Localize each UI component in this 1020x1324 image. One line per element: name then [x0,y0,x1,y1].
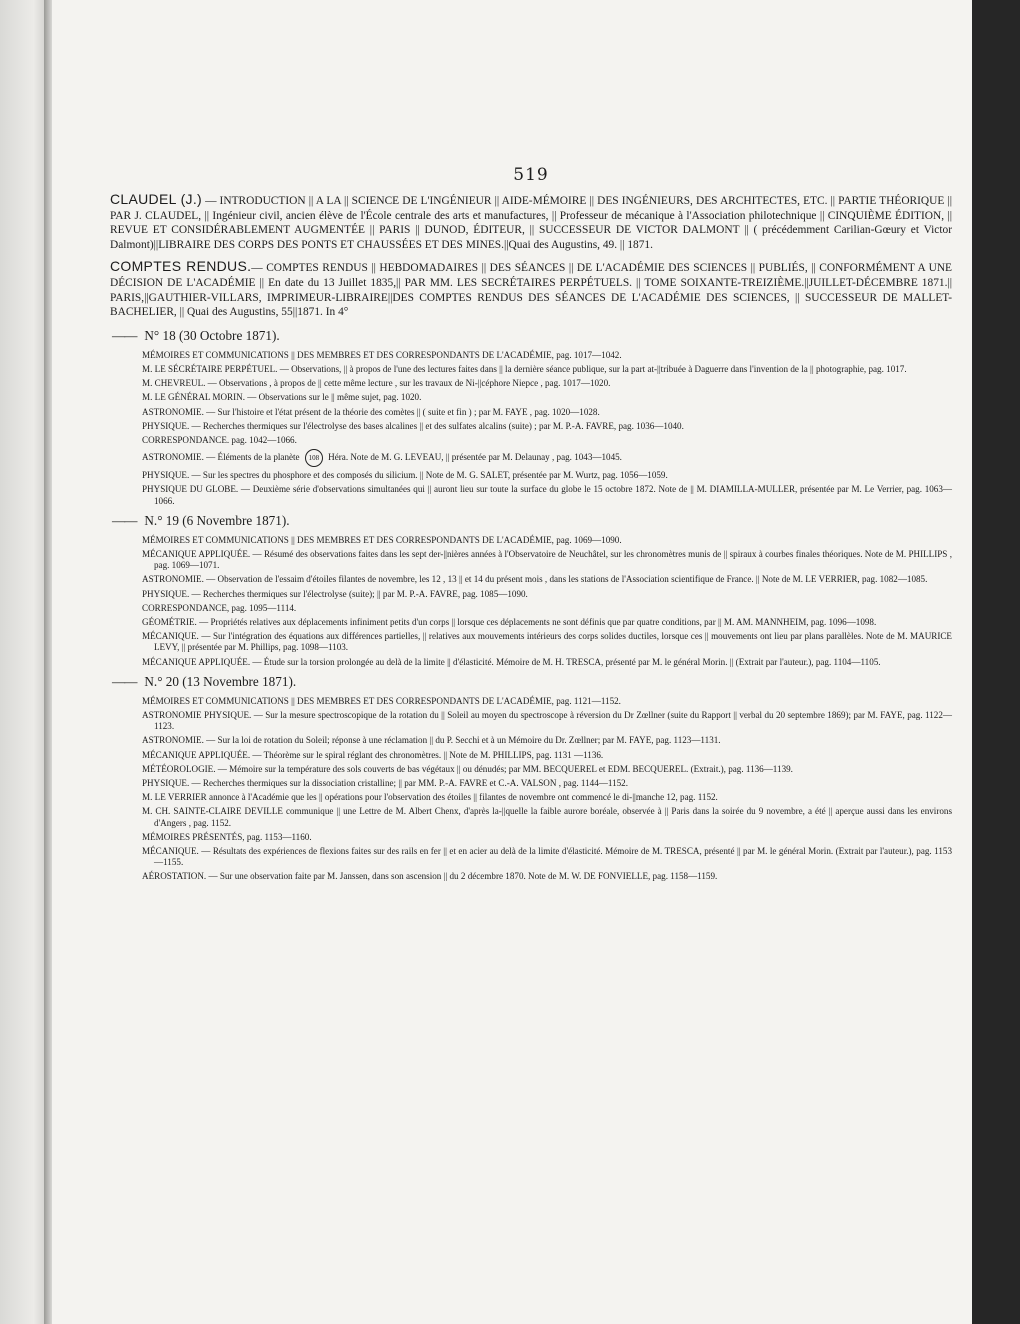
issue-items [142,350,952,507]
issue-section [110,513,952,668]
bibliographic-entry [110,260,952,319]
list-item: MÉTÉOROLOGIE. — Mémoire sur la température des sols couverts de bas végétaux || ou dénudés; par MM. BECQUEREL et EDM. BECQUEREL. (Extrait.), pag. 1136—1139. [142,763,793,774]
issue-items [142,535,952,668]
list-item: PHYSIQUE. — Recherches thermiques sur la dissociation cristalline; || par MM. P.-A. FAVRE et C.-A. VALSON , pag. 1144—1152. [142,778,628,789]
list-item: MÉMOIRES ET COMMUNICATIONS || DES MEMBRES ET DES CORRESPONDANTS DE L'ACADÉMIE, pag. 1121—1152. [142,695,621,706]
issue-header [112,328,952,344]
list-item: PHYSIQUE. — Recherches thermiques sur l'électrolyse (suite); || par M. P.-A. FAVRE, pag. 1085—1090. [142,588,528,599]
issue-section [110,674,952,883]
entry-author: CLAUDEL (J.) [110,191,202,207]
list-item: M. LE SÉCRÉTAIRE PERPÉTUEL. — Observations, || à propos de l'une des lectures faites dans || la dernière séance publique, sur la part at-||tribuée à Daguerre dans l'invention de la || photographie, pag. 1017. [142,363,907,374]
item-text: ASTRONOMIE. — Éléments de la planète [142,452,302,463]
list-item: ASTRONOMIE. — Sur la loi de rotation du Soleil; réponse à une réclamation || du P. Secchi et à un Mémoire du Dr. Zœllner; par M. FAYE, pag. 1123—1131. [142,735,721,746]
entry-author: COMPTES RENDUS. [110,258,252,275]
list-item: MÉCANIQUE APPLIQUÉE. — Étude sur la torsion prolongée au delà de la limite || d'élasticité. Mémoire de M. H. TRESCA, présenté par M. le général Morin. || (Extrait par l'auteur.), pag. 1104—1105. [142,656,881,667]
issue-title: N.° 20 (13 Novembre 1871). [144,673,297,689]
list-item: M. CHEVREUL. — Observations , à propos de || cette même lecture , sur les travaux de Ni-||céphore Niepce , pag. 1017—1020. [142,378,611,389]
list-item: M. LE GÉNÉRAL MORIN. — Observations sur le || même sujet, pag. 1020. [142,392,422,403]
page-content [110,165,952,886]
list-item: MÉCANIQUE. — Sur l'intégration des équations aux différences partielles, || relatives aux mouvements intérieurs des corps solides ductiles, lorsque ces || mouvements ont lieu par plans parallèles. Note de M. MAURICE LEVY, || présentée par M. Phillips, pag. 1098—1103. [142,631,952,653]
bibliographic-entry [110,193,952,252]
list-item: PHYSIQUE. — Sur les spectres du phosphore et des composés du silicium. || Note de M. G. SALET, présentée par M. Wurtz, pag. 1056—1059. [142,470,668,481]
entry-text: — INTRODUCTION || A LA || SCIENCE DE L'INGÉNIEUR || AIDE-MÉMOIRE || DES INGÉNIEURS, DES ARCHITECTES, ETC. || PARTIE THÉORIQUE || PAR J. CLAUDEL, || Ingénieur civil, ancien élève de l'École centrale des arts et manufactures, || Professeur de mécanique à l'Association philotechnique || CINQUIÈME ÉDITION, || REVUE ET CONSIDÉRABLEMENT AUGMENTÉE || PARIS || DUNOD, ÉDITEUR, || SUCCESSEUR DE VICTOR DALMONT || ( précédemment Carilian-Gœury et Victor Dalmont)||LIBRAIRE DES CORPS DES PONTS ET CHAUSSÉES ET DES MINES.||Quai des Augustins, 49. || 1871. [110,195,952,251]
issue-title: N.° 19 (6 Novembre 1871). [144,512,290,528]
dash-rule: —— [112,327,137,343]
planet-symbol-icon: 108 [305,449,323,467]
item-text: Héra. Note de M. G. LEVEAU, || présentée par M. Delaunay , pag. 1043—1045. [325,452,622,463]
dash-rule: —— [112,673,137,689]
dash-rule: —— [112,512,137,528]
list-item: MÉMOIRES ET COMMUNICATIONS || DES MEMBRES ET DES CORRESPONDANTS DE L'ACADÉMIE, pag. 1069—1090. [142,534,622,545]
list-item: M. LE VERRIER annonce à l'Académie que les || opérations pour l'observation des étoiles || filantes de novembre ont commencé le di-||manche 12, pag. 1152. [142,792,718,803]
list-item: ASTRONOMIE. — Sur l'histoire et l'état présent de la théorie des comètes || ( suite et fin ) ; par M. FAYE , pag. 1020—1028. [142,406,600,417]
list-item: MÉCANIQUE. — Résultats des expériences de flexions faites sur des rails en fer || et en acier au delà de la limite d'élasticité. Mémoire de M. TRESCA, présenté || par M. le général Morin. (Extrait par l'auteur.), pag. 1153 —1155. [142,846,952,868]
list-item: MÉCANIQUE APPLIQUÉE. — Résumé des observations faites dans les sept der-||nières années à l'Observatoire de Neuchâtel, sur les chronomètres munis de || spiraux à courbes finales théoriques. Note de M. PHILLIPS , pag. 1069—1071. [142,548,952,571]
left-page-edge [0,0,48,1324]
list-item [142,449,952,467]
issue-items [142,696,952,883]
issue-title: N° 18 (30 Octobre 1871). [144,327,280,343]
issue-section [110,328,952,507]
list-item: GÉOMÉTRIE. — Propriétés relatives aux déplacements infiniment petits d'un corps || lorsque ces déplacements ne sont définis que par quatre conditions, par || M. AM. MANNHEIM, pag. 1096—1098. [142,617,877,627]
list-item: M. CH. SAINTE-CLAIRE DEVILLE communique || une Lettre de M. Albert Chenx, d'après la-||quelle la faible aurore boréale, observée à || Paris dans la soirée du 9 novembre, a été || aperçue aussi dans les environs d'Angers , pag. 1152. [142,806,952,828]
page-number: 519 [513,165,549,185]
entry-text: — COMPTES RENDUS || HEBDOMADAIRES || DES SÉANCES || DE L'ACADÉMIE DES SCIENCES || PUBLIÉS, || CONFORMÉMENT A UNE DÉCISION DE L'ACADÉMIE || En date du 13 Juillet 1835,|| PAR MM. LES SECRÉTAIRES PERPÉTUELS. || TOME SOIXANTE-TREIZIÈME.||JUILLET-DÉCEMBRE 1871.|| PARIS,||GAUTHIER-VILLARS, IMPRIMEUR-LIBRAIRE||DES COMPTES RENDUS DES SÉANCES DE L'ACADÉMIE DES SCIENCES, || SUCCESSEUR DE MALLET-BACHELIER, || Quai des Augustins, 55||1871. In 4° [110,262,953,319]
list-item: PHYSIQUE DU GLOBE. — Deuxième série d'observations simultanées qui || auront lieu sur toute la surface du globe le 15 octobre 1872. Note de || M. DIAMILLA-MULLER, présentée par M. Le Verrier, pag. 1063—1066. [142,484,952,506]
list-item: MÉMOIRES PRÉSENTÉS, pag. 1153—1160. [142,831,312,842]
list-item: AÉROSTATION. — Sur une observation faite par M. Janssen, dans son ascension || du 2 décembre 1870. Note de M. W. DE FONVIELLE, pag. 1158—1159. [142,871,718,882]
issue-header [112,513,952,529]
issue-header [112,674,952,690]
list-item: ASTRONOMIE. — Observation de l'essaim d'étoiles filantes de novembre, les 12 , 13 || et 14 du présent mois , dans les stations de l'Association scientifique de France. || Note de M. LE VERRIER, pag. 1082—1085. [142,574,928,585]
list-item: CORRESPONDANCE. pag. 1042—1066. [142,434,297,445]
list-item: CORRESPONDANCE, pag. 1095—1114. [142,602,297,613]
scan-background [972,0,1020,1324]
list-item: ASTRONOMIE PHYSIQUE. — Sur la mesure spectroscopique de la rotation du || Soleil au moyen du spectroscope à réversion du Dr Zœllner (suite du Rapport || verbal du 20 septembre 1869); par M. FAYE, pag. 1122—1123. [142,710,952,732]
document-page [52,0,972,1324]
list-item: MÉCANIQUE APPLIQUÉE. — Théorème sur le spiral réglant des chronomètres. || Note de M. PHILLIPS, pag. 1131 —1136. [142,749,604,760]
list-item: PHYSIQUE. — Recherches thermiques sur l'électrolyse des bases alcalines || et des sulfates alcalins (suite) ; par M. P.-A. FAVRE, pag. 1036—1040. [142,420,684,431]
list-item: MÉMOIRES ET COMMUNICATIONS || DES MEMBRES ET DES CORRESPONDANTS DE L'ACADÉMIE, pag. 1017—1042. [142,349,622,360]
